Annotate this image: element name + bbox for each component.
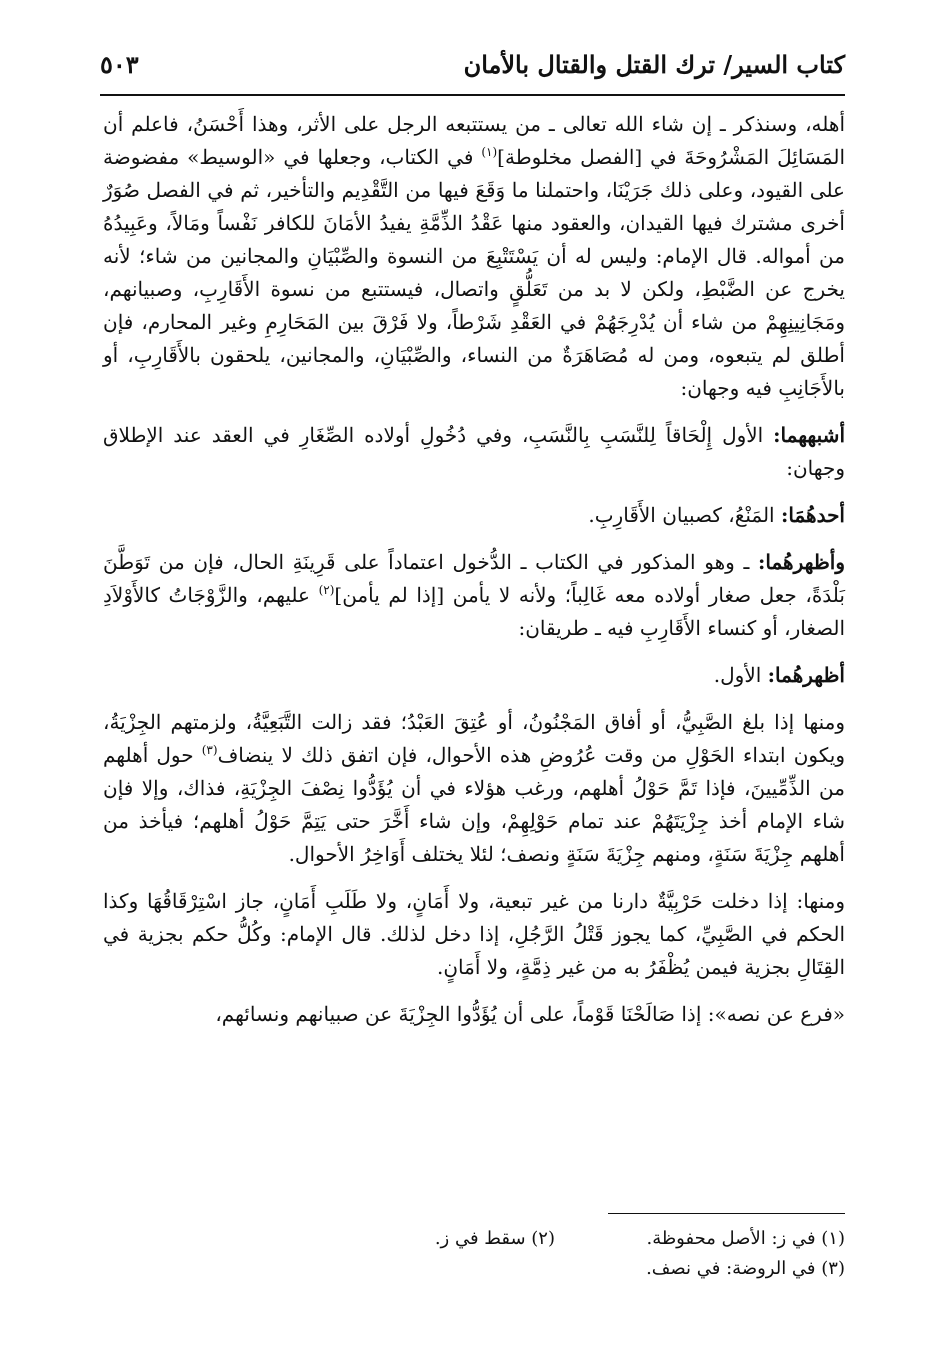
paragraph-1-text-b: في الكتاب، وجعلها في «الوسيط» مفضوضة على القيود، وعلى ذلك جَرَيْنَا، واحتملنا ما وَقَعَ فيها من التَّقْدِيم والتأخير، ثم في الفصل صُوَرٌ أخرى مشترك فيها القيدان، والعقود منها عَقْدُ الذِّمَّةِ يفيدُ الأمَانَ للكافر نَفْساً ومَالاً، وعَبِيدُهُ من أمواله. قال الإمام: وليس له أن يَسْتَتْبِعَ من النسوة والصِّبْيَانِ والمجانين من شاء؛ لأنه يخرج عن الضَّبْطِ، ولكن لا بد من تَعَلُّقٍ واتصال، فيستتبع من نسوة الأَقَارِبِ، وصبيانهم، ومَجَانِينِهِمْ من شاء أن يُدْرِجَهُمْ في العَقْدِ شَرْطاً، ولا فَرْقَ بين المَحَارِمِ وغير المحارم، فإن أطلق لم يتبعوه، ومن له مُصَاهَرَةٌ من النساء، والصِّبْيَانِ، والمجانين، يلحقون بالأَقَارِبِ، أو بالأَجَانِبِ فيه وجهان:: [103, 145, 845, 400]
paragraph-7: [103, 885, 845, 984]
paragraph-4-text-a: ـ وهو المذكور في الكتاب ـ الدُّخول اعتماداً على قَرِينَةِ الحال، فإن من تَوَطَّنَ بَلْدَةً، جعل صغار أولاده معه غَالِباً؛ ولأنه لا يأمن [إذا لم يأمن]: [103, 550, 845, 607]
footnote-ref-1[interactable]: (١): [481, 145, 498, 159]
paragraph-4-text-b: عليهم، والزَّوْجَاتُ كالأَوْلاَدِ الصغار، أو كنساء الأَقَارِبِ فيه ـ طريقان:: [103, 583, 845, 640]
footnote-row: [300, 1224, 845, 1254]
footnote-3: (٣) في الروضة: في نصف.: [646, 1258, 845, 1279]
page-number: ٥٠٣: [100, 50, 139, 79]
paragraph-8-text: «فرع عن نصه»: إذا صَالَحْنَا قَوْماً، على أن يُؤَدُّوا الجِزْيَةَ عن صبيانهم ونسائهم،: [215, 1002, 845, 1026]
paragraph-2-label: أشبههما:: [773, 423, 845, 447]
footnote-2: (٢) سقط في ز.: [434, 1228, 555, 1249]
paragraph-5-text: الأول.: [713, 663, 768, 687]
footnote-divider: [608, 1213, 845, 1214]
paragraph-8: [103, 998, 845, 1031]
running-header: [100, 44, 845, 94]
footnote-1: (١) في ز: الأصل محفوظة.: [646, 1228, 845, 1249]
header-title: كتاب السير/ ترك القتل والقتال بالأمان: [463, 50, 845, 79]
paragraph-3-text: المَنْعُ، كصبيان الأَقَارِبِ.: [588, 503, 781, 527]
main-text: [103, 108, 845, 1031]
paragraph-6: [103, 706, 845, 871]
footnotes: [300, 1224, 845, 1284]
header-divider: [100, 94, 845, 96]
paragraph-5: [103, 659, 845, 692]
paragraph-6-text-b: حول أهلهم من الذِّمِّيينَ، فإذا تَمَّ حَوْلُ أهلهم، ورغب هؤلاء في أن يُؤَدُّوا نِصْفَ الجِزْيَةِ، فذاك، وإلا فإن شاء الإمام أخذ جِزْيَتَهُمْ عند تمام حَوْلِهِمْ، وإن شاء أَخَّرَ حتى يَتِمَّ حَوْلُ أهلهم؛ فيأخذ من أهلهم جِزْيَةَ سَنَةٍ، ومنهم جِزْيَةَ سَنَةٍ ونصف؛ لئلا يختلف أَوَاخِرُ الأحوال.: [103, 743, 845, 866]
footnote-row: [300, 1254, 845, 1284]
paragraph-1-text-a: أهله، وسنذكر ـ إن شاء الله تعالى ـ من يستتبعه الرجل على الأثر، وهذا أَحْسَنُ، فاعلم أن المَسَائِلَ المَشْرُوحَةَ في [الفصل مخلوطة]: [103, 112, 845, 169]
footnote-ref-2[interactable]: (٢): [318, 583, 335, 597]
paragraph-7-text: ومنها: إذا دخلت حَرْبِيَّةٌ دارنا من غير تبعية، ولا أَمَانٍ، ولا طَلَبِ أَمَانٍ، جاز اسْتِرْقَاقُهَا وكذا الحكم في الصَّبِيِّ، كما يجوز قَتْلُ الرَّجُلِ، إذا دخل لذلك. قال الإمام: وكُلُّ حكم بجزية في القِتَالِ بجزية فيمن يُظْفَرُ به من غير ذِمَّةٍ، ولا أَمَانٍ.: [103, 889, 845, 979]
paragraph-5-label: أظهرهُما:: [767, 663, 845, 687]
footnote-ref-3[interactable]: (٣): [201, 743, 218, 757]
paragraph-6-text-a: ومنها إذا بلغ الصَّبِيُّ، أو أفاق المَجْنُونُ، أو عُتِقَ العَبْدُ؛ فقد زالت التَّبَعِيَّةُ، ولزمتهم الجِزْيَةُ، ويكون ابتداء الحَوْلِ من وقت عُرُوضِ هذه الأحوال، فإن اتفق ذلك لا ينضاف: [103, 710, 845, 767]
paragraph-2: [103, 419, 845, 485]
paragraph-2-text: الأول إِلْحَاقاً لِلنَّسَبِ بِالنَّسَبِ، وفي دُخُولِ أولاده الصِّغَارِ في العقد عند الإطلاق وجهان:: [103, 423, 845, 480]
paragraph-3: [103, 499, 845, 532]
paragraph-1: [103, 108, 845, 405]
paragraph-4-label: وأظهرهُما:: [758, 550, 845, 574]
paragraph-3-label: أحدهُمَا:: [780, 503, 845, 527]
paragraph-4: [103, 546, 845, 645]
